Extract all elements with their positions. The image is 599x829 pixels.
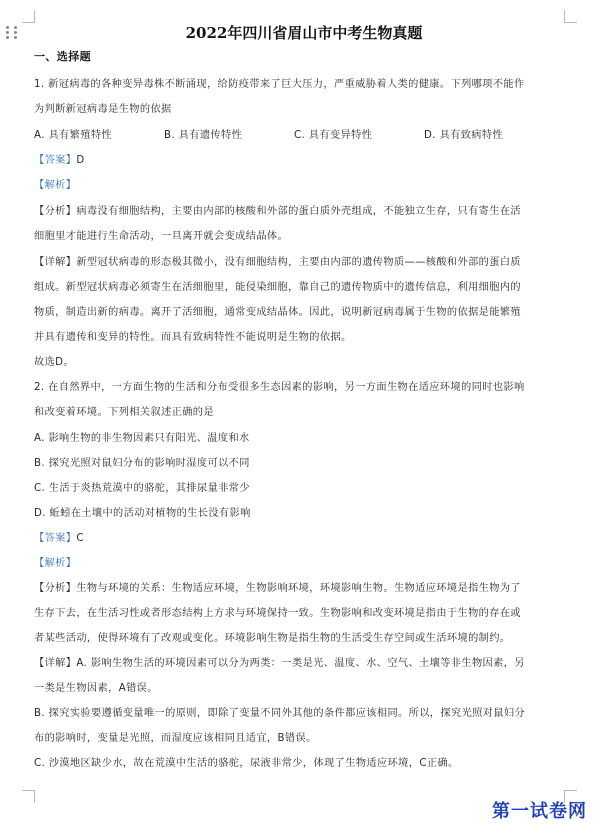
q1-xiangjie-line-4: 并具有遗传和变异的特性。而具有致病特性不能说明是生物的依据。: [34, 332, 352, 343]
q2-xiangjie-line-2: 一类是生物因素，A错误。: [34, 683, 158, 694]
q2-answer: [34, 532, 574, 546]
q2-fenxi-line-1: 【分析】生物与环境的关系：生物适应环境，生物影响环境，环境影响生物。生物适应环境是指生物为了: [34, 583, 522, 594]
q2-option-c: C. 生活于炎热荒漠中的骆驼，其排尿量非常少: [34, 483, 250, 494]
q2-xiangjie-line-1: 【详解】A. 影响生物生活的环境因素可以分为两类：一类是光、温度、水、空气、土壤等非生物因素，另: [34, 658, 525, 669]
q1-option-d: D. 具有致病特性: [424, 130, 504, 141]
q1-option-a: A. 具有繁殖特性: [34, 130, 112, 141]
q2-option-a: A. 影响生物的非生物因素只有阳光、温度和水: [34, 433, 250, 444]
q2-xiangjie-line-5: C. 沙漠地区缺少水，故在荒漠中生活的骆驼，尿液非常少，体现了生物适应环境，C正确。: [34, 758, 459, 769]
section-heading: 一、选择题: [34, 50, 91, 63]
site-logo: 第一试卷网: [492, 801, 587, 822]
q1-fenxi-line-1: 【分析】病毒没有细胞结构，主要由内部的核酸和外部的蛋白质外壳组成，不能独立生存，只有寄生在活: [34, 206, 522, 217]
q2-xiangjie-line-3: B. 探究实验要遵循变量唯一的原则，即除了变量不同外其他的条件都应该相同。所以，探究光照对鼠妇分: [34, 708, 526, 719]
answer-label: 【答案】: [34, 533, 77, 544]
q1-answer: [34, 154, 574, 168]
answer-value: D: [76, 155, 85, 166]
q2-fenxi-line-3: 者某些活动，使得环境有了改观或变化。环境影响生物是指生物的生活受生存空间或生活环境的制约。: [34, 633, 511, 644]
q2-option-d: D. 蚯蚓在土壤中的活动对植物的生长没有影响: [34, 508, 251, 519]
q2-stem-line-1: 2. 在自然界中，一方面生物的生活和分布受很多生态因素的影响，另一方面生物在适应环境的同时也影响: [34, 382, 525, 393]
q1-options: [34, 129, 574, 143]
crop-mark-bottom-left: [22, 790, 35, 803]
q1-stem-line-1: 1. 新冠病毒的各种变异毒株不断涌现，给防疫带来了巨大压力，严重威胁着人类的健康。下列哪项不能作: [34, 79, 525, 90]
q1-analysis-label: 【解析】: [34, 180, 77, 191]
q2-stem-line-2: 和改变着环境。下列相关叙述正确的是: [34, 407, 214, 418]
q1-stem-line-2: 为判断新冠病毒是生物的依据: [34, 104, 172, 115]
answer-value: C: [76, 533, 84, 544]
answer-label: 【答案】: [34, 155, 77, 166]
q1-fenxi-line-2: 细胞里才能进行生命活动，一旦离开就会变成结晶体。: [34, 231, 289, 242]
q2-fenxi-line-2: 生存下去，在生活习性或者形态结构上方求与环境保持一致。生物影响和改变环境是指由于生物的存在或: [34, 608, 522, 619]
q2-analysis-label: 【解析】: [34, 558, 77, 569]
q1-conclusion: 故选D。: [34, 357, 75, 368]
q1-xiangjie-line-1: 【详解】新型冠状病毒的形态极其微小，没有细胞结构，主要由内部的遗传物质——核酸和外部的蛋白质: [34, 257, 522, 268]
q1-option-c: C. 具有变异特性: [294, 130, 373, 141]
q1-option-b: B. 具有遗传特性: [164, 130, 243, 141]
q1-xiangjie-line-3: 物质，制造出新的病毒。离开了活细胞，通常变成结晶体。因此，说明新冠病毒属于生物的依据是能繁殖: [34, 307, 522, 318]
q2-option-b: B. 探究光照对鼠妇分布的影响时湿度可以不同: [34, 458, 250, 469]
page-title: 2022年四川省眉山市中考生物真题: [185, 24, 423, 42]
q1-xiangjie-line-2: 组成。新型冠状病毒必须寄生在活细胞里，能侵染细胞，靠自己的遗传物质中的遗传信息，利用细胞内的: [34, 282, 522, 293]
q2-xiangjie-line-4: 布的影响时，变量是光照，而湿度应该相同且适宜，B错误。: [34, 733, 317, 744]
drag-handle-icon[interactable]: [6, 26, 18, 40]
